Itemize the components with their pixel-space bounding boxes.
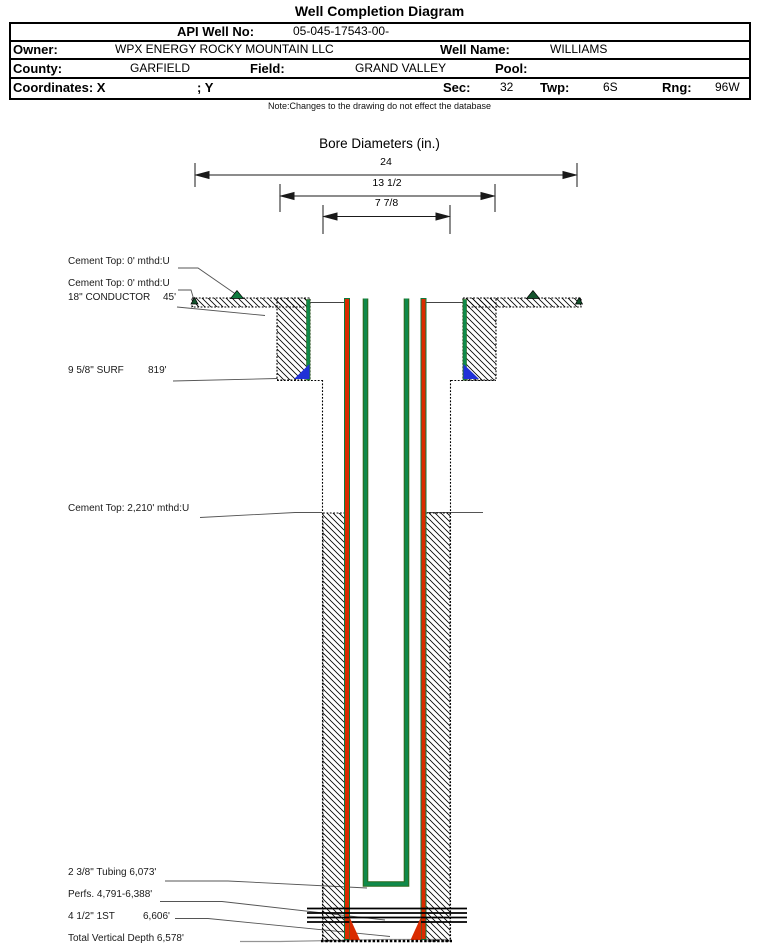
conductor-depth: 45' — [163, 292, 177, 303]
county-value: GARFIELD — [130, 61, 191, 75]
pool-label: Pool: — [495, 61, 528, 76]
surface-casing-label: 9 5/8" SURF — [68, 365, 124, 376]
cement-top-0-label-1: Cement Top: 0' mthd:U — [68, 256, 170, 267]
production-casing-label: 4 1/2" 1ST — [68, 911, 115, 922]
production-casing-lines — [345, 299, 427, 940]
twp-label: Twp: — [540, 80, 570, 95]
api-well-no-label: API Well No: — [177, 24, 255, 39]
cement-top-0-label-2: Cement Top: 0' mthd:U — [68, 278, 170, 289]
surface-casing-shoes — [294, 364, 479, 379]
dim-label-13-12: 13 1/2 — [372, 177, 402, 189]
rng-label: Rng: — [662, 80, 692, 95]
dim-label-7-78: 7 7/8 — [374, 197, 399, 209]
database-note: Note:Changes to the drawing do not effect the database — [268, 101, 491, 111]
production-casing-shoes — [350, 917, 422, 940]
table-row-divider — [11, 58, 749, 60]
well-name-label: Well Name: — [440, 42, 510, 57]
production-cement-columns — [323, 513, 450, 941]
tubing-label: 2 3/8" Tubing 6,073' — [68, 867, 157, 878]
rng-value: 96W — [715, 80, 740, 94]
sec-label: Sec: — [443, 80, 471, 95]
table-row-divider — [11, 77, 749, 79]
dim-label-24: 24 — [380, 156, 392, 168]
owner-label: Owner: — [13, 42, 58, 57]
conductor-cement-bars — [192, 298, 581, 307]
tubing-outline — [366, 299, 407, 885]
surface-casing-depth: 819' — [148, 365, 167, 376]
county-label: County: — [13, 61, 63, 76]
conductor-label: 18" CONDUCTOR — [68, 292, 151, 303]
field-value: GRAND VALLEY — [355, 61, 447, 75]
cement-top-2210-label: Cement Top: 2,210' mthd:U — [68, 503, 190, 514]
production-casing-depth: 6,606' — [143, 911, 170, 922]
twp-value: 6S — [603, 80, 618, 94]
tvd-label: Total Vertical Depth 6,578' — [68, 933, 184, 944]
api-well-no-value: 05-045-17543-00- — [293, 24, 390, 38]
owner-value: WPX ENERGY ROCKY MOUNTAIN LLC — [115, 42, 334, 56]
page-title: Well Completion Diagram — [294, 3, 465, 19]
tubing-line — [366, 299, 407, 885]
surface-casing-lines — [307, 300, 467, 381]
sec-value: 32 — [500, 80, 514, 94]
well-name-value: WILLIAMS — [550, 42, 608, 56]
coordinates-y-label: ; Y — [197, 80, 214, 95]
well-header-table — [9, 22, 751, 100]
coordinates-label: Coordinates: X — [13, 80, 106, 95]
perfs-label: Perfs. 4,791-6,388' — [68, 889, 153, 900]
field-label: Field: — [250, 61, 285, 76]
bore-diameters-title: Bore Diameters (in.) — [319, 136, 440, 151]
